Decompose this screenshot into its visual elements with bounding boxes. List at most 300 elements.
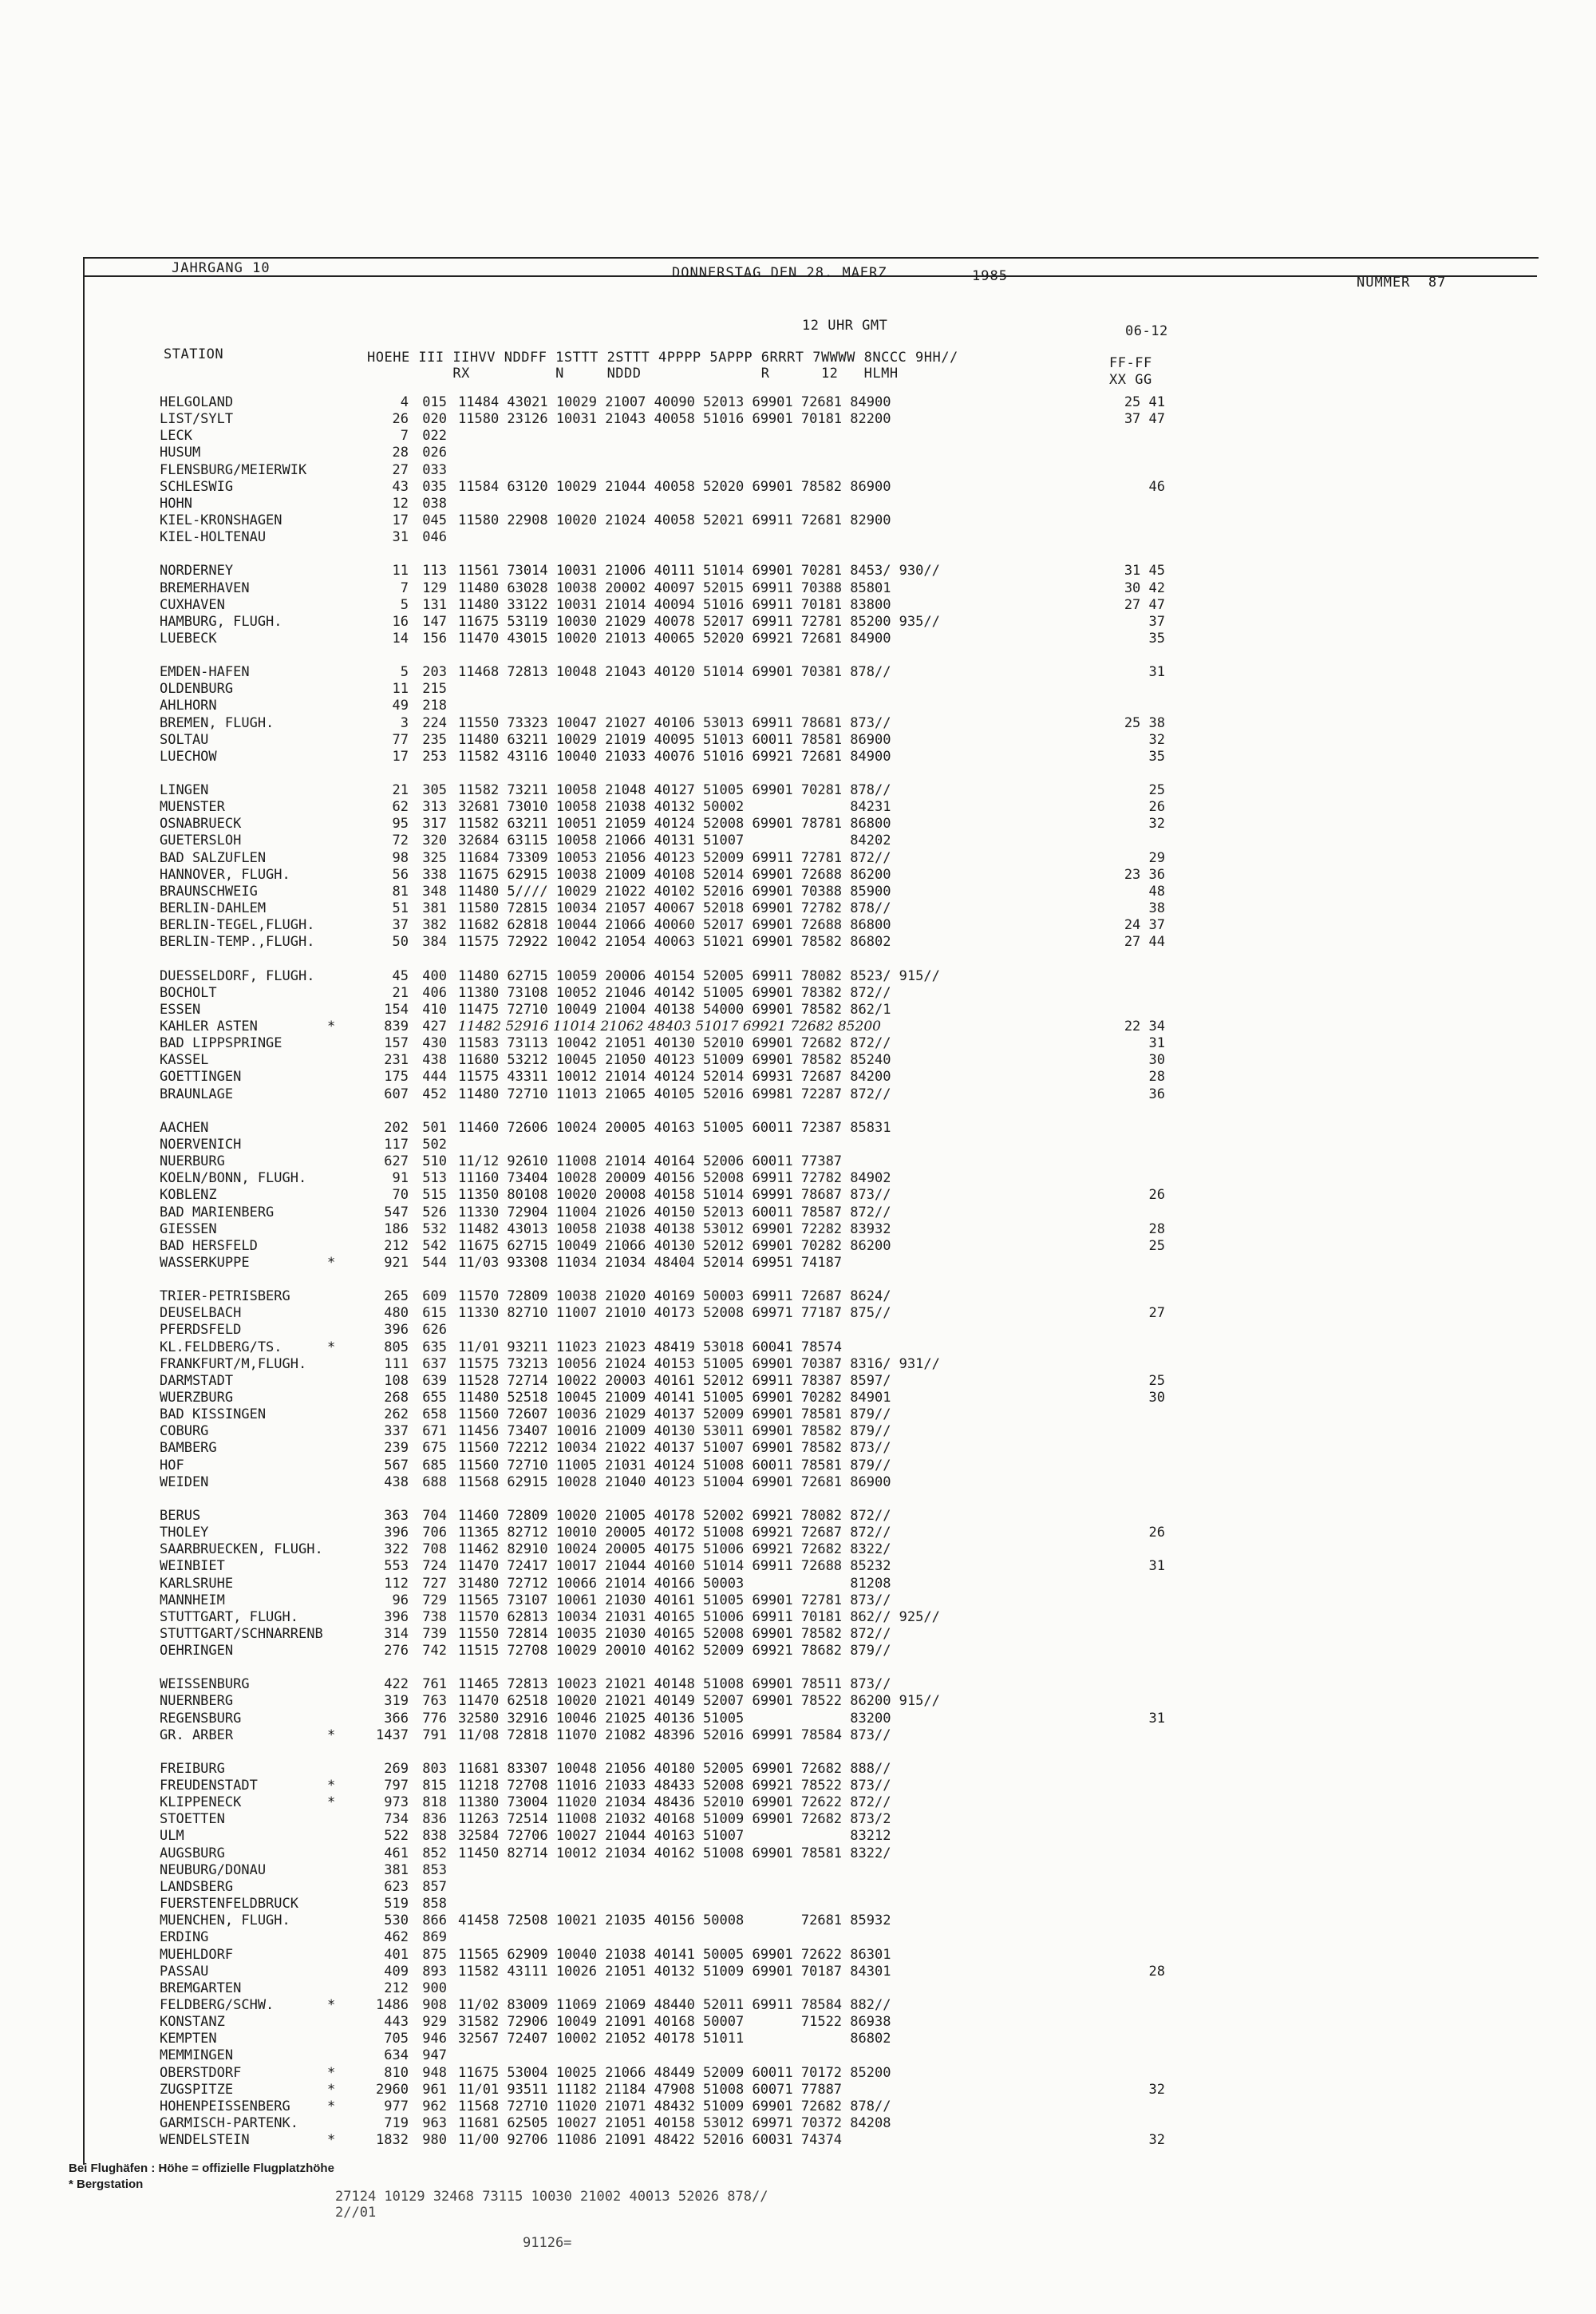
synop-data: 11/12 92610 11008 21014 40164 52006 60011 77387 — [458, 1153, 843, 1169]
station-id: 513 — [422, 1170, 447, 1187]
synop-data: 11480 63211 10029 21019 40095 51013 60011 78581 86900 — [458, 731, 891, 748]
station-height: 396 — [384, 1322, 409, 1339]
mountain-marker: * — [327, 1778, 336, 1794]
station-name: BAD KISSINGEN — [160, 1406, 267, 1423]
station-id: 815 — [422, 1778, 447, 1794]
station-name: BOCHOLT — [160, 984, 217, 1001]
station-id: 452 — [422, 1086, 447, 1102]
station-name: LUECHOW — [160, 748, 217, 765]
station-name: HANNOVER, FLUGH. — [160, 866, 290, 883]
station-id: 045 — [422, 512, 447, 528]
synop-data: 11330 72904 11004 21026 40150 52013 60011 78587 872// — [458, 1204, 891, 1220]
synop-data: 11484 43021 10029 21007 40090 52013 69901 72681 84900 — [458, 394, 891, 410]
station-height: 231 — [384, 1052, 409, 1069]
station-height: 14 — [392, 630, 409, 647]
station-height: 81 — [392, 883, 409, 900]
station-id: 381 — [422, 900, 447, 916]
wind-gust: 28 — [1148, 1963, 1165, 1980]
synop-data: 11350 80108 10020 20008 40158 51014 69991 78687 873// — [458, 1187, 891, 1204]
synop-data: 11680 53212 10045 21050 40123 51009 69901 78582 85240 — [458, 1052, 891, 1069]
station-name: WEISSENBURG — [160, 1676, 250, 1693]
trailer-line-2: 2//01 — [335, 2205, 377, 2221]
station-name: BERLIN-DAHLEM — [160, 900, 267, 916]
station-height: 28 — [392, 445, 409, 461]
synop-data: 11468 72813 10048 21043 40120 51014 69901 70381 878// — [458, 664, 891, 681]
station-name: FUERSTENFELDBRUCK — [160, 1896, 298, 1912]
station-height: 276 — [384, 1643, 409, 1659]
station-name: NUERBURG — [160, 1153, 225, 1169]
mountain-marker: * — [327, 1339, 336, 1355]
wind-gust: 35 — [1148, 748, 1165, 765]
synop-data: 11365 82712 10010 20005 40172 51008 69921 72687 872// — [458, 1525, 891, 1541]
synop-data: 11480 52518 10045 21009 40141 51005 69901 70282 84901 — [458, 1390, 891, 1406]
synop-data: 11580 22908 10020 21024 40058 52021 69911 72681 82900 — [458, 512, 891, 528]
synop-data: 11515 72708 10029 20010 40162 52009 69921 78682 879// — [458, 1643, 891, 1659]
synop-data: 11570 72809 10038 21020 40169 50003 69911 72687 8624/ — [458, 1288, 891, 1305]
synop-data: 11263 72514 11008 21032 40168 51009 69901 72682 873/2 — [458, 1811, 891, 1828]
trailer-line-1: 27124 10129 32468 73115 10030 21002 40013 52026 878// — [335, 2189, 768, 2205]
station-height: 381 — [384, 1861, 409, 1878]
station-name: SOLTAU — [160, 731, 209, 748]
station-name: BAMBERG — [160, 1440, 217, 1457]
station-name: GOETTINGEN — [160, 1069, 242, 1086]
station-height: 98 — [392, 849, 409, 866]
mountain-marker: * — [327, 2081, 336, 2098]
wind-gust: 36 — [1148, 1086, 1165, 1102]
station-id: 639 — [422, 1372, 447, 1389]
station-name: WENDELSTEIN — [160, 2132, 250, 2149]
station-id: 858 — [422, 1896, 447, 1912]
year-label: 1985 — [972, 268, 1008, 284]
station-id: 203 — [422, 664, 447, 681]
station-id: 947 — [422, 2047, 447, 2064]
station-name: PASSAU — [160, 1963, 209, 1980]
station-name: WASSERKUPPE — [160, 1254, 250, 1271]
station-id: 658 — [422, 1406, 447, 1423]
synop-data: 11/02 83009 11069 21069 48440 52011 69911 78584 882// — [458, 1996, 891, 2013]
station-height: 363 — [384, 1507, 409, 1524]
station-name: ZUGSPITZE — [160, 2081, 234, 2098]
station-name: KL.FELDBERG/TS. — [160, 1339, 282, 1355]
station-height: 396 — [384, 1525, 409, 1541]
station-height: 27 — [392, 461, 409, 478]
station-name: BAD MARIENBERG — [160, 1204, 275, 1220]
station-height: 314 — [384, 1625, 409, 1642]
synop-data: 11568 62915 10028 21040 40123 51004 69901 72681 86900 — [458, 1473, 891, 1490]
station-height: 26 — [392, 411, 409, 428]
station-height: 438 — [384, 1473, 409, 1490]
synop-data: 11560 72710 11005 21031 40124 51008 60011 78581 879// — [458, 1457, 891, 1473]
station-id: 675 — [422, 1440, 447, 1457]
station-id: 818 — [422, 1794, 447, 1811]
station-name: HELGOLAND — [160, 394, 234, 410]
station-id: 348 — [422, 883, 447, 900]
station-height: 175 — [384, 1069, 409, 1086]
station-height: 117 — [384, 1136, 409, 1153]
station-name: BREMEN, FLUGH. — [160, 714, 275, 731]
station-height: 239 — [384, 1440, 409, 1457]
station-id: 724 — [422, 1558, 447, 1575]
wind-gust: 31 45 — [1124, 563, 1165, 579]
station-name: FREUDENSTADT — [160, 1778, 258, 1794]
synop-data: 11575 72922 10042 21054 40063 51021 69901 78582 86802 — [458, 934, 891, 951]
synop-data: 11584 63120 10029 21044 40058 52020 69901 78582 86900 — [458, 478, 891, 495]
station-height: 396 — [384, 1608, 409, 1625]
station-name: LIST/SYLT — [160, 411, 234, 428]
station-name: HUSUM — [160, 445, 201, 461]
station-height: 443 — [384, 2014, 409, 2031]
station-id: 704 — [422, 1507, 447, 1524]
station-height: 111 — [384, 1355, 409, 1372]
station-name: BREMERHAVEN — [160, 579, 250, 596]
station-name: COBURG — [160, 1423, 209, 1440]
station-height: 91 — [392, 1170, 409, 1187]
station-id: 022 — [422, 428, 447, 445]
station-height: 322 — [384, 1541, 409, 1558]
station-id: 510 — [422, 1153, 447, 1169]
synop-data: 11470 43015 10020 21013 40065 52020 69921 72681 84900 — [458, 630, 891, 647]
station-id: 502 — [422, 1136, 447, 1153]
footnote-mountain-station: * Bergstation — [69, 2178, 144, 2191]
mountain-marker: * — [327, 1996, 336, 2013]
station-name: GUETERSLOH — [160, 833, 242, 849]
wind-gust: 25 — [1148, 1237, 1165, 1254]
station-id: 838 — [422, 1828, 447, 1845]
synop-data: 11561 73014 10031 21006 40111 51014 69901 70281 8453/ 930// — [458, 563, 940, 579]
station-height: 12 — [392, 495, 409, 512]
station-height: 2960 — [376, 2081, 409, 2098]
station-id: 406 — [422, 984, 447, 1001]
synop-data: 11/08 72818 11070 21082 48396 52016 69991 78584 873// — [458, 1727, 891, 1743]
mountain-marker: * — [327, 1254, 336, 1271]
station-name: GIESSEN — [160, 1220, 217, 1237]
station-height: 212 — [384, 1980, 409, 1996]
synop-data: 11675 53004 10025 21066 48449 52009 60011 70172 85200 — [458, 2064, 891, 2081]
station-height: 7 — [400, 428, 409, 445]
station-height: 49 — [392, 698, 409, 714]
ff-header: FF-FF — [1109, 355, 1152, 371]
station-name: SAARBRUECKEN, FLUGH. — [160, 1541, 323, 1558]
synop-data: 11682 62818 10044 21066 40060 52017 69901 72688 86800 — [458, 917, 891, 934]
station-name: DARMSTADT — [160, 1372, 234, 1389]
station-height: 72 — [392, 833, 409, 849]
wind-gust: 32 — [1148, 816, 1165, 833]
wind-gust: 28 — [1148, 1220, 1165, 1237]
station-name: KAHLER ASTEN — [160, 1019, 258, 1034]
station-name: BREMGARTEN — [160, 1980, 242, 1996]
xx-gg-header: XX GG — [1109, 372, 1152, 388]
station-name: BERUS — [160, 1507, 201, 1524]
station-id: 980 — [422, 2132, 447, 2149]
station-height: 719 — [384, 2115, 409, 2131]
station-name: MUEHLDORF — [160, 1946, 234, 1963]
station-name: NORDERNEY — [160, 563, 234, 579]
issue-number: NUMMER 87 — [1357, 275, 1447, 291]
station-height: 3 — [400, 714, 409, 731]
station-id: 033 — [422, 461, 447, 478]
station-name: BERLIN-TEMP.,FLUGH. — [160, 934, 315, 951]
station-name: LUEBECK — [160, 630, 217, 647]
station-id: 729 — [422, 1592, 447, 1608]
synop-data: 11460 72606 10024 20005 40163 51005 60011 72387 85831 — [458, 1119, 891, 1136]
synop-data: 11470 62518 10020 21021 40149 52007 69901 78522 86200 915// — [458, 1693, 940, 1710]
synop-data: 11380 73004 11020 21034 48436 52010 69901 72622 872// — [458, 1794, 891, 1811]
station-height: 5 — [400, 664, 409, 681]
station-name: NUERNBERG — [160, 1693, 234, 1710]
wind-gust: 24 37 — [1124, 917, 1165, 934]
station-id: 515 — [422, 1187, 447, 1204]
station-id: 961 — [422, 2081, 447, 2098]
station-name: FELDBERG/SCHW. — [160, 1996, 275, 2013]
station-height: 805 — [384, 1339, 409, 1355]
synop-data: 11462 82910 10024 20005 40175 51006 69921 72682 8322/ — [458, 1541, 891, 1558]
station-id: 253 — [422, 748, 447, 765]
station-height: 212 — [384, 1237, 409, 1254]
station-id: 626 — [422, 1322, 447, 1339]
station-id: 384 — [422, 934, 447, 951]
station-id: 113 — [422, 563, 447, 579]
station-id: 635 — [422, 1339, 447, 1355]
station-height: 21 — [392, 984, 409, 1001]
station-height: 623 — [384, 1878, 409, 1895]
synop-data: 11560 72607 10036 21029 40137 52009 69901 78581 879// — [458, 1406, 891, 1423]
station-id: 501 — [422, 1119, 447, 1136]
range-label: 06-12 — [1125, 323, 1168, 339]
station-name: KLIPPENECK — [160, 1794, 242, 1811]
station-height: 11 — [392, 563, 409, 579]
station-height: 519 — [384, 1896, 409, 1912]
station-name: WEIDEN — [160, 1473, 209, 1490]
station-name: KOELN/BONN, FLUGH. — [160, 1170, 307, 1187]
synop-data: 11675 53119 10030 21029 40078 52017 69911 72781 85200 935// — [458, 613, 940, 630]
synop-data: 11582 43111 10026 21051 40132 51009 69901 70187 84301 — [458, 1963, 891, 1980]
synop-data: 11480 72710 11013 21065 40105 52016 69981 72287 872// — [458, 1086, 891, 1102]
station-height: 108 — [384, 1372, 409, 1389]
station-height: 268 — [384, 1390, 409, 1406]
station-name: LECK — [160, 428, 192, 445]
station-height: 95 — [392, 816, 409, 833]
station-name: THOLEY — [160, 1525, 209, 1541]
synop-data: 32584 72706 10027 21044 40163 51007 83212 — [458, 1828, 891, 1845]
wind-gust: 27 44 — [1124, 934, 1165, 951]
station-name: WEINBIET — [160, 1558, 225, 1575]
synop-data: 11681 62505 10027 21051 40158 53012 69971 70372 84208 — [458, 2115, 891, 2131]
station-name: AUGSBURG — [160, 1845, 225, 1861]
wind-gust: 29 — [1148, 849, 1165, 866]
footnote-airports: Bei Flughäfen : Höhe = offizielle Flugplatzhöhe — [69, 2162, 334, 2175]
synop-data: 11470 72417 10017 21044 40160 51014 69911 72688 85232 — [458, 1558, 891, 1575]
wind-gust: 31 — [1148, 664, 1165, 681]
station-id: 427 — [422, 1019, 447, 1034]
synop-data: 32684 63115 10058 21066 40131 51007 84202 — [458, 833, 891, 849]
station-id: 026 — [422, 445, 447, 461]
synop-data: 11482 43013 10058 21038 40138 53012 69901 72282 83932 — [458, 1220, 891, 1237]
station-id: 761 — [422, 1676, 447, 1693]
synop-data: 11/01 93211 11023 21023 48419 53018 60041 78574 — [458, 1339, 843, 1355]
station-name: MANNHEIM — [160, 1592, 225, 1608]
station-height: 269 — [384, 1760, 409, 1777]
station-id: 015 — [422, 394, 447, 410]
station-height: 5 — [400, 596, 409, 613]
station-name: NOERVENICH — [160, 1136, 242, 1153]
station-id: 727 — [422, 1575, 447, 1592]
station-id: 869 — [422, 1929, 447, 1946]
station-name: TRIER-PETRISBERG — [160, 1288, 290, 1305]
station-name: BERLIN-TEGEL,FLUGH. — [160, 917, 315, 934]
station-height: 43 — [392, 478, 409, 495]
station-name: REGENSBURG — [160, 1710, 242, 1727]
station-height: 202 — [384, 1119, 409, 1136]
station-id: 129 — [422, 579, 447, 596]
mountain-marker: * — [327, 2132, 336, 2149]
station-height: 45 — [392, 967, 409, 984]
station-id: 857 — [422, 1878, 447, 1895]
station-height: 973 — [384, 1794, 409, 1811]
wind-gust: 30 42 — [1124, 579, 1165, 596]
station-id: 235 — [422, 731, 447, 748]
station-id: 400 — [422, 967, 447, 984]
station-name: KIEL-KRONSHAGEN — [160, 512, 282, 528]
station-id: 655 — [422, 1390, 447, 1406]
station-height: 17 — [392, 748, 409, 765]
synop-data: 11480 33122 10031 21014 40094 51016 69911 70181 83800 — [458, 596, 891, 613]
station-height: 4 — [400, 394, 409, 410]
station-height: 461 — [384, 1845, 409, 1861]
station-height: 112 — [384, 1575, 409, 1592]
station-id: 544 — [422, 1254, 447, 1271]
synop-data: 11480 62715 10059 20006 40154 52005 69911 78082 8523/ 915// — [458, 967, 940, 984]
wind-gust: 32 — [1148, 731, 1165, 748]
station-height: 157 — [384, 1035, 409, 1052]
station-height: 422 — [384, 1676, 409, 1693]
synop-data: 11582 73211 10058 21048 40127 51005 69901 70281 878// — [458, 782, 891, 798]
station-height: 1832 — [376, 2132, 409, 2149]
station-height: 522 — [384, 1828, 409, 1845]
station-name: KASSEL — [160, 1052, 209, 1069]
station-height: 797 — [384, 1778, 409, 1794]
station-height: 265 — [384, 1288, 409, 1305]
synop-data: 11160 73404 10028 20009 40156 52008 69911 72782 84902 — [458, 1170, 891, 1187]
station-height: 77 — [392, 731, 409, 748]
station-height: 186 — [384, 1220, 409, 1237]
station-name: HOHN — [160, 495, 192, 512]
synop-data: 11550 73323 10047 21027 40106 53013 69911 78681 873// — [458, 714, 891, 731]
synop-data: 31480 72712 10066 21014 40166 50003 81208 — [458, 1575, 891, 1592]
wind-gust: 31 — [1148, 1710, 1165, 1727]
station-id: 609 — [422, 1288, 447, 1305]
wind-gust: 26 — [1148, 1525, 1165, 1541]
station-height: 1486 — [376, 1996, 409, 2013]
station-id: 338 — [422, 866, 447, 883]
station-height: 56 — [392, 866, 409, 883]
station-name: AACHEN — [160, 1119, 209, 1136]
station-id: 430 — [422, 1035, 447, 1052]
wind-gust: 26 — [1148, 799, 1165, 816]
station-name: LINGEN — [160, 782, 209, 798]
wind-gust: 32 — [1148, 2132, 1165, 2149]
station-height: 607 — [384, 1086, 409, 1102]
station-name: STUTTGART, FLUGH. — [160, 1608, 298, 1625]
station-height: 705 — [384, 2031, 409, 2047]
wind-gust: 31 — [1148, 1035, 1165, 1052]
station-column-header: STATION — [164, 346, 224, 362]
synop-data: 11528 72714 10022 20003 40161 52012 69911 78387 8597/ — [458, 1372, 891, 1389]
station-height: 921 — [384, 1254, 409, 1271]
synop-data: 11583 73113 10042 21051 40130 52010 69901 72682 872// — [458, 1035, 891, 1052]
wind-gust: 25 38 — [1124, 714, 1165, 731]
synop-data: 11330 82710 11007 21010 40173 52008 69971 77187 875// — [458, 1305, 891, 1322]
station-id: 900 — [422, 1980, 447, 1996]
station-name: ESSEN — [160, 1001, 201, 1018]
station-height: 51 — [392, 900, 409, 916]
synop-data: 31582 72906 10049 21091 40168 50007 71522 86938 — [458, 2014, 891, 2031]
station-height: 50 — [392, 934, 409, 951]
jahrgang-label: JAHRGANG 10 — [172, 260, 271, 276]
station-id: 739 — [422, 1625, 447, 1642]
wind-gust: 38 — [1148, 900, 1165, 916]
station-height: 62 — [392, 799, 409, 816]
station-name: HOHENPEISSENBERG — [160, 2098, 290, 2114]
station-name: OBERSTDORF — [160, 2064, 242, 2081]
station-height: 547 — [384, 1204, 409, 1220]
station-id: 929 — [422, 2014, 447, 2031]
station-id: 738 — [422, 1608, 447, 1625]
station-id: 763 — [422, 1693, 447, 1710]
station-name: FLENSBURG/MEIERWIK — [160, 461, 307, 478]
synop-data: 11580 72815 10034 21057 40067 52018 69901 72782 878// — [458, 900, 891, 916]
mountain-marker: * — [327, 1727, 336, 1743]
station-id: 852 — [422, 1845, 447, 1861]
station-id: 948 — [422, 2064, 447, 2081]
station-name: BRAUNSCHWEIG — [160, 883, 258, 900]
synop-data: 11/00 92706 11086 21091 48422 52016 60031 74374 — [458, 2132, 843, 2149]
station-id: 893 — [422, 1963, 447, 1980]
station-id: 382 — [422, 917, 447, 934]
station-name: EMDEN-HAFEN — [160, 664, 250, 681]
mountain-marker: * — [327, 1019, 336, 1034]
wind-gust: 30 — [1148, 1052, 1165, 1069]
station-id: 020 — [422, 411, 447, 428]
station-name: NEUBURG/DONAU — [160, 1861, 267, 1878]
wind-gust: 46 — [1148, 478, 1165, 495]
wind-gust: 26 — [1148, 1187, 1165, 1204]
synop-data: 11565 62909 10040 21038 40141 50005 69901 72622 86301 — [458, 1946, 891, 1963]
trailer-line-3: 91126= — [523, 2235, 572, 2251]
wind-gust: 25 — [1148, 782, 1165, 798]
wind-gust: 37 — [1148, 613, 1165, 630]
station-height: 366 — [384, 1710, 409, 1727]
mountain-marker: * — [327, 2064, 336, 2081]
synop-data: 11565 73107 10061 21030 40161 51005 69901 72781 873// — [458, 1592, 891, 1608]
station-height: 21 — [392, 782, 409, 798]
station-height: 977 — [384, 2098, 409, 2114]
synop-data: 11568 72710 11020 21071 48432 51009 69901 72682 878// — [458, 2098, 891, 2114]
station-height: 154 — [384, 1001, 409, 1018]
station-id: 671 — [422, 1423, 447, 1440]
synop-data: 11465 72813 10023 21021 40148 51008 69901 78511 873// — [458, 1676, 891, 1693]
synop-data: 11482 52916 11014 21062 48403 51017 69921 72682 85200 — [458, 1019, 881, 1034]
code-column-header: HOEHE III IIHVV NDDFF 1STTT 2STTT 4PPPP 5APPP 6RRRT 7WWWW 8NCCC 9HH// — [367, 350, 958, 366]
station-name: PFERDSFELD — [160, 1322, 242, 1339]
station-name: GR. ARBER — [160, 1727, 234, 1743]
station-name: KIEL-HOLTENAU — [160, 529, 267, 546]
station-id: 313 — [422, 799, 447, 816]
station-name: SCHLESWIG — [160, 478, 234, 495]
station-height: 37 — [392, 917, 409, 934]
station-id: 305 — [422, 782, 447, 798]
station-id: 320 — [422, 833, 447, 849]
station-height: 7 — [400, 579, 409, 596]
